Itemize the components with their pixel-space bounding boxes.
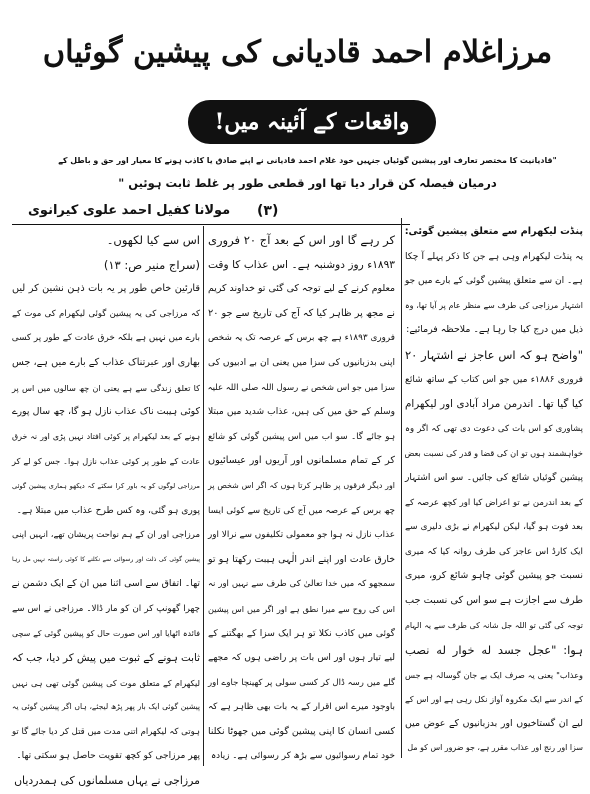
text-line: تھا۔ اتفاق سے اسی اثنا میں ان کے ایک دشمن نے xyxy=(11,578,200,590)
text-line: پشاوری کو اس بات کی دعوت دی تھی کہ اگر وہ xyxy=(405,423,583,434)
column-divider xyxy=(203,226,204,766)
text-line: فروری ۱۸۹۳ء ہے چھ برس کے عرصہ تک یہ شخص xyxy=(208,333,395,344)
text-line: گوئی میں کاذب نکلا تو ہر ایک سزا کے بھگتنے کے xyxy=(208,628,395,639)
text-line: عذاب نازل نہ ہوا جو معمولی تکلیفوں سے نرالا اور xyxy=(208,530,395,541)
text-line: لیکھرام کے متعلق موت کی پیشین گوئی تھی ہی نہیں xyxy=(12,677,200,688)
text-line: ہونے کے بعد لیکھرام پر کوئی افتاد نہیں پڑی اور نہ خرق xyxy=(12,431,200,441)
text-line: ہوتی کہ لیکھرام اتنی مدت میں قتل کر دیا جائے گا تو xyxy=(12,726,200,737)
text-line: وسلم کے حق میں کی ہیں، عذاب شدید میں مبتلا xyxy=(208,407,395,418)
byline-rule xyxy=(12,224,410,225)
text-line: نے مجھ پر ظاہر کیا کہ آج کی تاریخ سے جو ۲۰ xyxy=(208,307,395,319)
text-line: ایک کارڈ اس عاجز کی طرف روانہ کیا کہ میری xyxy=(405,546,583,557)
text-line: یہ پنڈت لیکھرام وہی ہے جن کا ذکر پہلے آ چکا xyxy=(405,251,583,262)
text-line: معلوم کرنے کے لیے توجہ کی گئی تو خداوند کریم xyxy=(208,283,395,295)
text-line: اپنی بدزبانیوں کی سزا میں یعنی ان بے ادبیوں کی xyxy=(208,357,395,368)
text-line: خارق عادت اور اپنے اندر الٰہی ہیبت رکھتا ہو تو xyxy=(208,553,395,565)
subtitle-banner: واقعات کے آئینہ میں! xyxy=(188,100,436,144)
text-line: کے اندر سے ایک مکروہ آواز نکل رہی ہے اور اس کے xyxy=(405,694,583,705)
text-line: کوئی ہیبت ناک عذاب نازل ہو گا، چھ سال پورے xyxy=(12,406,200,418)
text-line: پھر مرزاجی کو کچھ تقویت حاصل ہو سکتی تھا۔ xyxy=(16,751,200,762)
text-line: اشتہار مرزاجی کی طرف سے منظر عام پر آیا تھا، وہ xyxy=(405,300,583,310)
text-line: پیشین گوئی کی ذلت اور رسوائی سے نکلنے کا کوئی راستہ نہیں مل رہا xyxy=(12,555,200,563)
text-line: ہو جائے گا۔ سو اب میں اس پیشین گوئی کو شائع xyxy=(208,431,395,442)
text-line: پوری ہو گئی، وہ کس طرح عذاب میں مبتلا ہے۔ xyxy=(16,505,200,516)
column-divider xyxy=(401,218,402,758)
article-column-right xyxy=(405,218,583,758)
text-line: "واضح ہو کہ اس عاجز نے اشتہار ۲۰ xyxy=(405,347,583,362)
text-line: فائدہ اٹھایا اور اس صورت حال کو پیشین گوئی کے سچی xyxy=(12,628,200,638)
text-line: سزا میں جو اس شخص نے رسول اللہ صلی اللہ علیہ xyxy=(207,382,395,393)
text-line: ۱۸۹۳ء روز دوشنبہ ہے۔ اس عذاب کا وقت xyxy=(208,258,395,271)
text-line: نسبت جو پیشین گوئی چاہو شائع کرو، میری xyxy=(405,570,583,582)
text-line: ذیل میں درج کیا جا رہا ہے۔ ملاحظہ فرمائیے: xyxy=(406,324,583,336)
text-line: (سراج منیر ص: ۱۳) xyxy=(103,257,200,272)
text-line: مرزاجی اور ان کے ہم نواحت پریشان تھے، انہیں اپنی xyxy=(12,530,200,541)
text-line: سزا اور رنج اور عذاب مقرر ہے، جو ضرور اس کو مل xyxy=(407,743,583,753)
text-line: گلے میں رسہ ڈال کر کسی سولی پر کھینچا جاوے اور xyxy=(208,677,395,688)
section-heading: پنڈت لیکھرام سے متعلق پیشین گوئی: xyxy=(404,226,583,237)
text-line: کر کے تمام مسلمانوں اور آریوں اور عیسائیوں xyxy=(208,455,395,467)
article-intro xyxy=(55,150,560,198)
text-line: خود تمام رسوائیوں سے بڑھ کر رسوائی ہے۔ زیادہ xyxy=(211,751,395,762)
text-line: پیشین گوئیاں شائع کی جائیں۔ سو اس اشتہار xyxy=(405,472,583,483)
text-line: قارئین خاص طور پر یہ بات ذہن نشین کر لیں xyxy=(12,283,200,295)
intro-line: "قادیانیت کا مختصر تعارف اور پیشین گوئیاں جنہیں خود غلام احمد قادیانی نے اپنے صادق یا کاذب ہونے کا معیار اور حق و باطل کے xyxy=(58,156,557,165)
text-line: کہ مرزاجی کی یہ پیشین گوئی لیکھرام کی موت کے xyxy=(12,308,200,319)
text-line: مرزاجی نے یہاں مسلمانوں کی ہمدردیاں xyxy=(14,774,200,788)
text-line: فروری ۱۸۸۶ء میں جو اس کتاب کے ساتھ شائع xyxy=(405,374,583,385)
installment-number: (۳) xyxy=(257,203,279,219)
text-line: پیشین گوئی ایک بار پھر پڑھ لیجئے، ہاں اگر پیشین گوئی یہ xyxy=(12,702,200,712)
text-line: کر رہے گا اور اس کے بعد آج ۲۰ فروری xyxy=(208,233,395,247)
text-line: بعد فوت ہو گیا، لیکن لیکھرام نے بڑی دلیری سے xyxy=(405,522,583,533)
author-name: مولانا کفیل احمد علوی کیرانوی xyxy=(28,203,231,218)
text-line: کے بعد اندرمن نے تو اعراض کیا اور کچھ عرصہ کے xyxy=(405,497,583,508)
text-line: باوجود میرے اس اقرار کے یہ بات بھی ظاہر ہے کہ xyxy=(208,702,395,713)
text-line: سمجھو کہ میں خدا تعالیٰ کی طرف سے نہیں اور نہ xyxy=(208,579,395,590)
text-line: مرزاجی لوگوں کو یہ باور کرا سکتے کہ دیکھو ہماری پیشین گوئی xyxy=(12,481,200,490)
text-line: کسی انسان کا اپنی پیشین گوئی میں جھوٹا نکلنا xyxy=(208,725,395,737)
text-line: اور دیگر فرقوں پر ظاہر کرتا ہوں کہ اگر اس شخص پر xyxy=(208,480,395,490)
text-line: ثابت ہونے کے ثبوت میں پیش کر دیا، جب کہ xyxy=(11,652,200,665)
text-line: ہے۔ ان سے متعلق پیشین گوئی کے بارے میں جو xyxy=(404,276,583,287)
article-column-middle xyxy=(208,226,395,766)
text-line: لیے تیار ہوں اور اس بات پر راضی ہوں کہ مجھے xyxy=(208,653,395,664)
text-line: طرف سے اجازت ہے سو اس کی نسبت جب xyxy=(405,594,583,606)
text-line: اس سے کیا لکھوں۔ xyxy=(106,233,200,247)
text-line: توجہ کی گئی تو اللہ جل شانہ کی طرف سے یہ الہام xyxy=(405,620,583,630)
article-title: مرزاغلام احمد قادیانی کی پیشین گوئیاں xyxy=(42,34,553,70)
text-line: خواہشمند ہوں تو ان کی قضا و قدر کی نسبت بعض xyxy=(404,448,583,459)
text-line: اس کی روح سے میرا نطق ہے اور اگر میں اس پیشین xyxy=(208,603,395,614)
text-line: عادت کے طور پر کوئی عذاب نازل ہوا۔ جس کو لے کر xyxy=(12,456,200,467)
text-line: کیا گیا تھا۔ اندرمن مراد آبادی اور لیکھرام xyxy=(405,398,583,411)
text-line: چھ برس کے عرصہ میں آج کی تاریخ سے کوئی ایسا xyxy=(208,505,395,516)
intro-line: درمیان فیصلہ کن قرار دیا تھا اور قطعی طور پر غلط ثابت ہوئیں " xyxy=(118,176,497,190)
text-line: کا تعلق زندگی سے ہے یعنی ان چھ سالوں میں اس پر xyxy=(12,382,200,393)
text-line: بھاری اور عبرتناک عذاب کے بارے میں ہے، جس xyxy=(12,356,200,368)
article-column-left xyxy=(11,226,200,788)
text-line: چھرا گھونپ کر ان کو مار ڈالا۔ مرزاجی نے اس سے xyxy=(12,603,200,614)
text-line: بارے میں نہیں ہے بلکہ خرق عادت کے طور پر کسی xyxy=(11,333,200,344)
text-line: لیے ان گستاخیوں اور بدزبانیوں کے عوض میں xyxy=(405,717,583,729)
text-line: ہوا: "عجل جسد له خوار له نصب xyxy=(405,643,583,658)
text-line: وعذاب" یعنی یہ صرف ایک بے جان گوسالہ ہے جس xyxy=(405,669,583,680)
